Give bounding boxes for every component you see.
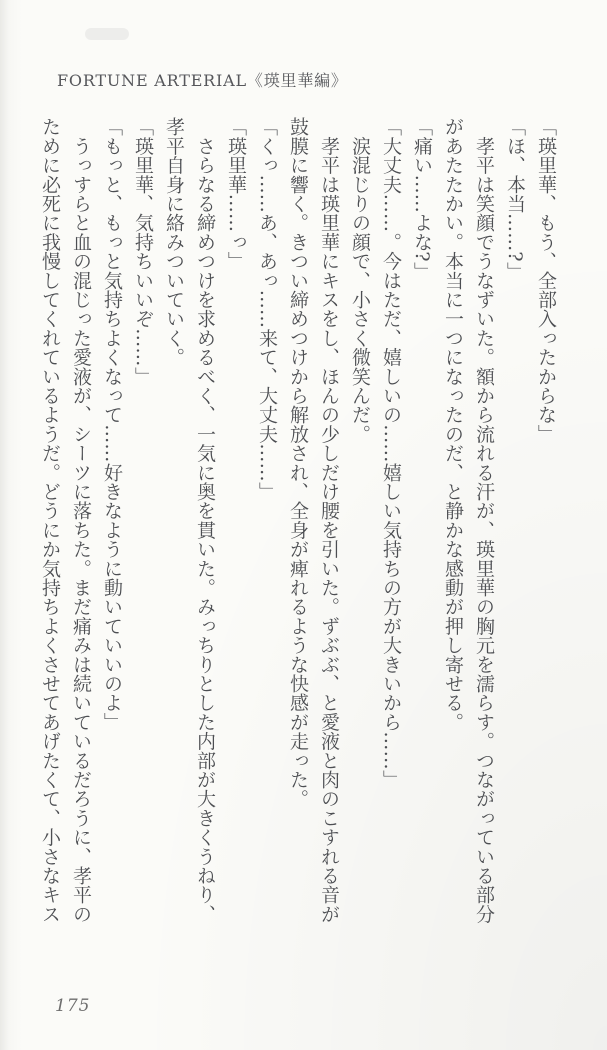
running-header: FORTUNE ARTERIAL《瑛里華編》 <box>57 71 348 90</box>
text-column: 「大丈夫……。今はただ、嬉しいの……嬉しい気持ちの方が大きいから……」 <box>380 117 402 789</box>
text-column: 孝平自身に絡みついていく。 <box>163 117 185 367</box>
scan-smudge <box>85 28 129 40</box>
text-column: さらなる締めつけを求めるべく、一気に奥を貫いた。みっちりとした内部が大きくうねり、 <box>194 117 216 924</box>
text-column: 鼓膜に響く。きつい締めつけから解放され、全身が痺れるような快感が走った。 <box>287 117 309 809</box>
text-column: 「瑛里華、もう、全部入ったからな」 <box>535 117 557 444</box>
text-column: 「くっ……あ、あっ……来て、大丈夫……」 <box>256 117 278 501</box>
text-column: ために必死に我慢してくれているようだ。どうにか気持ちよくさせてあげたくて、小さなキス <box>39 117 61 924</box>
text-column: 孝平は瑛里華にキスをし、ほんの少しだけ腰を引いた。ずぶぶ、と愛液と肉のこすれる音が <box>318 117 340 924</box>
text-body <box>34 117 561 924</box>
text-column: 孝平は笑顔でうなずいた。額から流れる汗が、瑛里華の胸元を濡らす。つながっている部分 <box>473 117 495 924</box>
text-column: 「もっと、もっと気持ちよくなって……好きなように動いていいのよ」 <box>101 117 123 732</box>
text-column: 「瑛里華、気持ちいいぞ……」 <box>132 117 154 386</box>
text-column: 涙混じりの顔で、小さく微笑んだ。 <box>349 117 371 444</box>
text-column: があたたかい。本当に一つになったのだ、と静かな感動が押し寄せる。 <box>442 117 464 732</box>
page-number: 175 <box>55 996 91 1016</box>
text-column: 「痛い……よな?」 <box>411 117 433 281</box>
text-column: 「瑛里華……っ」 <box>225 117 247 271</box>
text-column: うっすらと血の混じった愛液が、シーツに落ちた。まだ痛みは続いているだろうに、孝平の <box>70 117 92 924</box>
text-column: 「ほ、本当……?」 <box>504 117 526 281</box>
